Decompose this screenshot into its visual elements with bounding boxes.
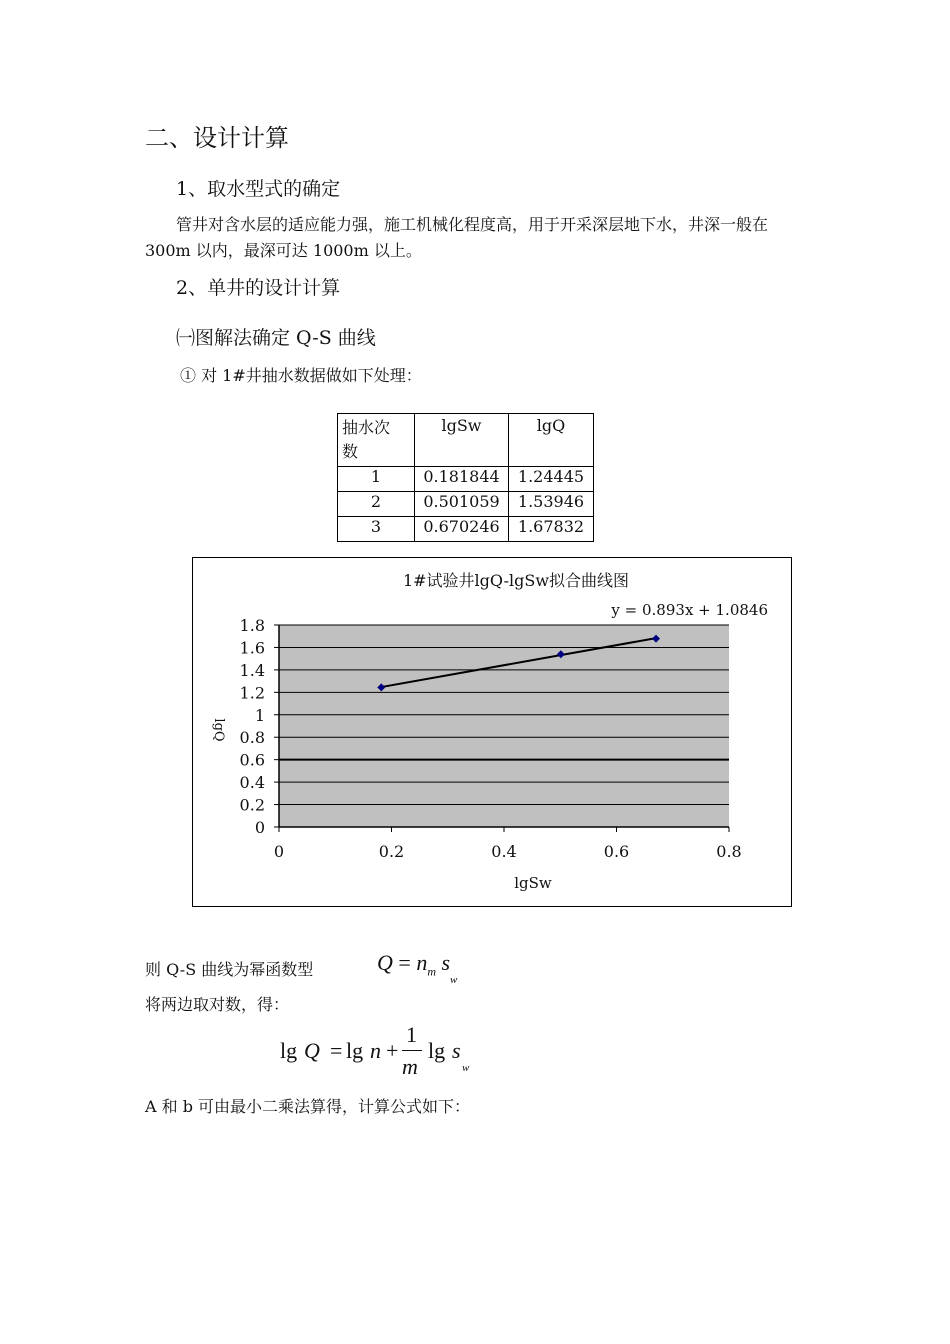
- table-cell: 1: [338, 467, 415, 492]
- table-cell: 3: [338, 517, 415, 542]
- table-cell: 1.24445: [509, 467, 594, 492]
- x-tick-label: 0.6: [603, 842, 630, 861]
- y-tick-label: 1.4: [239, 660, 265, 680]
- y-tick-label: 0.6: [239, 750, 265, 770]
- y-tick-label: 0.4: [239, 773, 265, 793]
- table-cell: 1.53946: [509, 492, 594, 517]
- y-tick-label: 1: [254, 705, 265, 725]
- formula-symbol: Q: [377, 950, 393, 975]
- table-header-cell: lgQ: [509, 414, 594, 467]
- table-cell: 2: [338, 492, 415, 517]
- plot-area: [279, 625, 729, 827]
- table-cell: 0.501059: [415, 492, 509, 517]
- header-line-1: 抽水次: [342, 418, 391, 437]
- pumping-data-table: [337, 413, 594, 542]
- formula-power-function: [377, 950, 458, 987]
- subsection-title-well: 2、单井的设计计算: [176, 277, 341, 299]
- header-line-2: 数: [342, 442, 359, 461]
- formula-subscript: m: [427, 964, 436, 979]
- table-row: [338, 492, 594, 517]
- step-1-text: ① 对 1#井抽水数据做如下处理：: [180, 366, 422, 385]
- table-cell: 0.181844: [415, 467, 509, 492]
- formula-symbol: lg: [280, 1038, 298, 1063]
- formula-symbol: lg: [346, 1038, 364, 1063]
- take-log-text: 将两边取对数，得：: [145, 995, 290, 1014]
- formula-symbol: +: [386, 1038, 399, 1063]
- table-header-row: [338, 414, 594, 467]
- table-cell: 0.670246: [415, 517, 509, 542]
- fraction-bar: [402, 1050, 422, 1051]
- chart-frame: [192, 557, 792, 907]
- table-header-cell: lgSw: [415, 414, 509, 467]
- formula-subscript: w: [462, 1062, 470, 1074]
- x-tick-label: 0.8: [716, 842, 742, 861]
- formula-symbol: lg: [428, 1038, 446, 1063]
- x-tick-label: 0.4: [491, 842, 517, 861]
- table-cell: 1.67832: [509, 517, 594, 542]
- x-tick-label: 0.2: [378, 842, 405, 861]
- formula-symbol: =: [398, 950, 411, 975]
- x-tick-label: 0: [273, 842, 285, 861]
- formula-symbol: n: [370, 1038, 381, 1063]
- fraction-denominator: m: [402, 1054, 418, 1079]
- paragraph-line-1: 管井对含水层的适应能力强，施工机械化程度高，用于开采深层地下水，井深一般在: [176, 215, 769, 234]
- fraction-numerator: 1: [406, 1022, 417, 1047]
- table-row: [338, 467, 594, 492]
- paragraph-line-2: 300m 以内，最深可达 1000m 以上。: [145, 241, 422, 260]
- least-squares-text: A 和 b 可由最小二乘法算得，计算公式如下：: [145, 1097, 471, 1116]
- power-function-text: 则 Q-S 曲线为幂函数型: [145, 960, 314, 979]
- section-title: 二、设计计算: [145, 124, 289, 152]
- subsection-title-intake: 1、取水型式的确定: [176, 178, 341, 200]
- fit-curve-chart: [193, 558, 791, 906]
- y-tick-label: 1.2: [239, 683, 265, 703]
- y-tick-label: 1.8: [239, 616, 265, 635]
- formula-symbol: s: [452, 1038, 461, 1063]
- y-tick-label: 0: [254, 818, 265, 837]
- table-header-cell: [338, 414, 415, 467]
- table-row: [338, 517, 594, 542]
- trendline-equation: y = 0.893x + 1.0846: [611, 601, 768, 619]
- y-tick-label: 0.8: [239, 728, 265, 748]
- chart-title: 1#试验井lgQ-lgSw拟合曲线图: [402, 571, 630, 590]
- formula-subscript: w: [450, 974, 458, 987]
- formula-symbol: Q: [304, 1038, 320, 1063]
- y-tick-label: 1.6: [239, 638, 265, 658]
- subsection-title-graphic-method: ㈠图解法确定 Q-S 曲线: [176, 327, 376, 349]
- formula-symbol: =: [330, 1038, 343, 1063]
- y-tick-label: 0.2: [239, 795, 265, 815]
- formula-symbol: n: [416, 950, 428, 975]
- formula-symbol: s: [441, 950, 451, 975]
- y-axis-label: lgQ: [211, 718, 226, 742]
- x-axis-label: lgSw: [514, 874, 552, 892]
